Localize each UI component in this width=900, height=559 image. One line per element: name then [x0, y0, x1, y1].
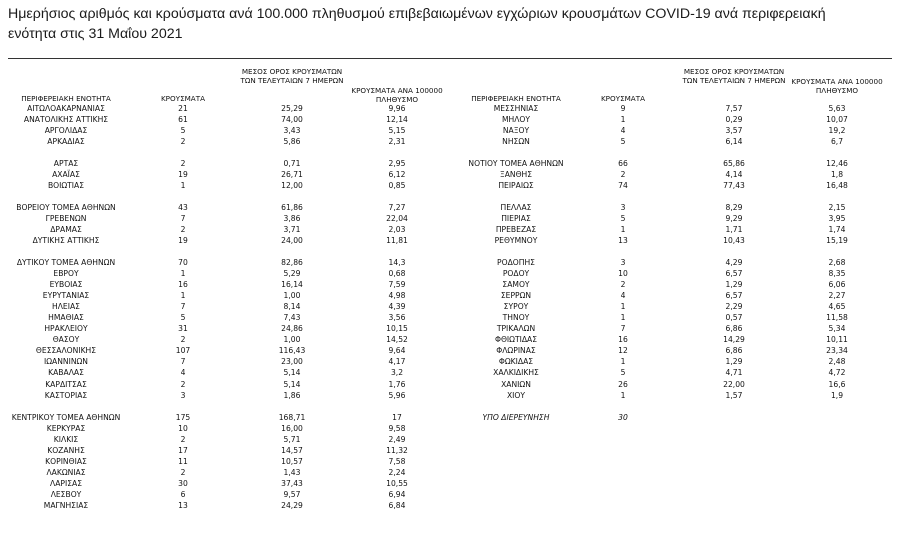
right-per100k-cell: 19,2 [828, 126, 846, 136]
left-avg7-cell: 16,00 [281, 423, 303, 433]
right-avg7-cell: 6,57 [725, 291, 743, 301]
left-region-cell: ΚΕΡΚΥΡΑΣ [46, 423, 86, 433]
left-region-cell [8, 247, 124, 257]
right-avg7-cell: 6,86 [725, 346, 743, 356]
right-avg7-cell: 1,29 [725, 357, 743, 367]
left-per100k-cell: 22,04 [386, 214, 408, 224]
right-avg7-cell: 1,57 [725, 390, 743, 400]
left-region-cell: ΚΑΣΤΟΡΙΑΣ [44, 390, 88, 400]
left-avg7-cell: 23,00 [281, 357, 303, 367]
left-avg7-cell: 3,86 [283, 214, 301, 224]
left-per100k-cell: 4,98 [388, 291, 406, 301]
right-cases-cell: 13 [618, 236, 628, 246]
right-avg7-cell: 4,14 [725, 170, 743, 180]
right-per100k-cell: 1,74 [828, 225, 846, 235]
left-region-cell: ΙΩΑΝΝΙΝΩΝ [43, 357, 88, 367]
right-cases-cell: 5 [620, 137, 626, 147]
right-avg7-cell: 0,57 [725, 313, 743, 323]
right-region-cell: ΧΙΟΥ [506, 390, 526, 400]
left-region-cell: ΗΜΑΘΙΑΣ [48, 313, 84, 323]
right-region-cell [458, 247, 574, 257]
left-region-cell: ΓΡΕΒΕΝΩΝ [45, 214, 87, 224]
right-per100k-cell: 2,15 [828, 203, 846, 213]
right-avg7-cell [678, 402, 790, 412]
left-avg7-cell: 26,71 [281, 170, 303, 180]
left-cases-cell: 43 [178, 203, 188, 213]
header-avg7-left: ΜΕΣΟΣ ΟΡΟΣ ΚΡΟΥΣΜΑΤΩΝ ΤΩΝ ΤΕΛΕΥΤΑΙΩΝ 7 ΗΜΕΡΩΝ [240, 67, 344, 85]
left-cases-cell: 7 [180, 357, 186, 367]
right-region-cell: ΠΕΙΡΑΙΩΣ [498, 181, 534, 191]
left-avg7-cell [236, 192, 348, 202]
left-per100k-cell [342, 402, 452, 412]
right-avg7-cell: 2,29 [725, 302, 743, 312]
right-avg7-cell: 6,14 [725, 137, 743, 147]
left-per100k-cell: 2,03 [388, 225, 406, 235]
right-avg7-cell: 22,00 [723, 379, 745, 389]
left-avg7-cell [236, 148, 348, 158]
left-cases-cell [150, 247, 216, 257]
right-cases-cell: 26 [618, 379, 628, 389]
left-per100k-cell: 5,96 [388, 390, 406, 400]
header-cases-right: ΚΡΟΥΣΜΑΤΑ [600, 94, 646, 103]
left-per100k-cell: 7,27 [388, 203, 406, 213]
left-region-cell: ΚΟΡΙΝΘΙΑΣ [45, 456, 87, 466]
left-avg7-cell: 5,14 [283, 379, 301, 389]
left-per100k-cell: 4,39 [388, 302, 406, 312]
left-per100k-cell: 10,55 [386, 478, 408, 488]
right-region-cell: ΦΘΙΩΤΙΔΑΣ [494, 335, 538, 345]
left-cases-cell: 1 [180, 269, 186, 279]
right-avg7-cell: 6,86 [725, 324, 743, 334]
left-per100k-cell: 6,94 [388, 489, 406, 499]
left-cases-cell: 2 [180, 137, 186, 147]
left-avg7-cell: 5,86 [283, 137, 301, 147]
right-region-cell: ΣΥΡΟΥ [503, 302, 529, 312]
right-per100k-cell: 1,8 [830, 170, 844, 180]
header-per100k-right: ΚΡΟΥΣΜΑΤΑ ΑΝΑ 100000 ΠΛΗΘΥΣΜΟ [791, 77, 883, 95]
left-avg7-cell: 1,00 [283, 291, 301, 301]
left-avg7-cell: 5,29 [283, 269, 301, 279]
right-avg7-cell: 4,29 [725, 258, 743, 268]
right-region-cell: ΜΕΣΣΗΝΙΑΣ [493, 104, 539, 113]
left-region-cell: ΑΡΤΑΣ [53, 159, 79, 169]
right-cases-cell: 30 [618, 412, 628, 422]
right-cases-cell: 12 [618, 346, 628, 356]
right-cases-cell: 1 [620, 357, 626, 367]
right-per100k-cell: 16,6 [828, 379, 846, 389]
left-per100k-cell: 10,15 [386, 324, 408, 334]
right-avg7-cell: 3,57 [725, 126, 743, 136]
right-region-cell [458, 402, 574, 412]
left-region-cell: ΚΕΝΤΡΙΚΟΥ ΤΟΜΕΑ ΑΘΗΝΩΝ [11, 412, 121, 422]
left-avg7-cell: 82,86 [281, 258, 303, 268]
left-cases-cell: 17 [178, 445, 188, 455]
left-cases-cell: 1 [180, 181, 186, 191]
right-region-cell: ΤΗΝΟΥ [502, 313, 530, 323]
right-region-cell: ΧΑΛΚΙΔΙΚΗΣ [493, 368, 539, 378]
right-per100k-cell: 8,35 [828, 269, 846, 279]
right-per100k-cell: 23,34 [826, 346, 848, 356]
left-per100k-cell: 6,12 [388, 170, 406, 180]
left-avg7-cell: 5,14 [283, 368, 301, 378]
left-per100k-cell: 0,85 [388, 181, 406, 191]
left-avg7-cell: 116,43 [278, 346, 306, 356]
right-per100k-cell [782, 413, 892, 423]
left-region-cell: ΔΥΤΙΚΗΣ ΑΤΤΙΚΗΣ [32, 236, 100, 246]
right-region-cell: ΡΟΔΟΥ [502, 269, 530, 279]
left-avg7-cell: 1,00 [283, 335, 301, 345]
left-avg7-cell: 16,14 [281, 280, 303, 290]
left-per100k-cell: 0,68 [388, 269, 406, 279]
left-cases-cell: 1 [180, 291, 186, 301]
title-line-1: Ημερήσιος αριθμός και κρούσματα ανά 100.000 πληθυσμού επιβεβαιωμένων εγχώριων κρουσμάτων COVID-19 ανά περιφερειακή [8, 6, 826, 22]
left-per100k-cell: 4,17 [388, 357, 406, 367]
left-per100k-cell: 3,2 [390, 368, 404, 378]
right-avg7-cell: 1,71 [725, 225, 743, 235]
title-line-2: ενότητα στις 31 Μαΐου 2021 [8, 26, 183, 42]
left-avg7-cell [236, 247, 348, 257]
right-per100k-cell: 10,07 [826, 115, 848, 125]
right-per100k-cell: 4,72 [828, 368, 846, 378]
left-region-cell: ΜΑΓΝΗΣΙΑΣ [43, 500, 89, 510]
right-cases-cell [590, 192, 656, 202]
left-per100k-cell [342, 192, 452, 202]
left-avg7-cell: 10,57 [281, 456, 303, 466]
left-per100k-cell: 9,64 [388, 346, 406, 356]
left-cases-cell: 4 [180, 368, 186, 378]
left-cases-cell [150, 148, 216, 158]
right-avg7-cell: 6,57 [725, 269, 743, 279]
left-region-cell: ΕΒΡΟΥ [53, 269, 79, 279]
left-region-cell: ΑΙΤΩΛΟΑΚΑΡΝΑΝΙΑΣ [27, 104, 105, 113]
left-per100k-cell: 1,76 [388, 379, 406, 389]
left-cases-cell: 3 [180, 390, 186, 400]
left-region-cell: ΗΛΕΙΑΣ [52, 302, 80, 312]
left-avg7-cell: 14,57 [281, 445, 303, 455]
left-cases-cell: 2 [180, 379, 186, 389]
right-per100k-cell: 1,9 [830, 390, 844, 400]
left-per100k-cell: 12,14 [386, 115, 408, 125]
right-cases-cell: 3 [620, 203, 626, 213]
left-region-cell: ΚΑΒΑΛΑΣ [48, 368, 84, 378]
right-region-cell: ΦΛΩΡΙΝΑΣ [496, 346, 536, 356]
right-region-cell: ΜΗΛΟΥ [501, 115, 531, 125]
header-cases-left: ΚΡΟΥΣΜΑΤΑ [160, 94, 206, 103]
right-cases-cell: 4 [620, 126, 626, 136]
left-per100k-cell: 11,81 [386, 236, 408, 246]
right-avg7-cell: 0,29 [725, 115, 743, 125]
right-cases-cell: 5 [620, 368, 626, 378]
right-cases-cell: 3 [620, 258, 626, 268]
left-region-cell: ΚΑΡΔΙΤΣΑΣ [45, 379, 87, 389]
left-per100k-cell: 9,58 [388, 423, 406, 433]
left-region-cell: ΑΧΑΪΑΣ [52, 170, 80, 180]
right-cases-cell: 1 [620, 225, 626, 235]
left-per100k-cell: 7,59 [388, 280, 406, 290]
left-cases-cell: 6 [180, 489, 186, 499]
left-cases-cell: 107 [175, 346, 191, 356]
left-cases-cell: 2 [180, 434, 186, 444]
left-avg7-cell: 9,57 [283, 489, 301, 499]
right-avg7-cell [678, 413, 790, 423]
left-cases-cell: 2 [180, 467, 186, 477]
right-per100k-cell: 6,06 [828, 280, 846, 290]
right-cases-cell [590, 402, 656, 412]
left-avg7-cell: 37,43 [281, 478, 303, 488]
left-cases-cell: 7 [180, 302, 186, 312]
right-per100k-cell: 2,68 [828, 258, 846, 268]
right-cases-cell: 1 [620, 302, 626, 312]
right-region-cell: ΝΟΤΙΟΥ ΤΟΜΕΑ ΑΘΗΝΩΝ [468, 159, 564, 169]
left-cases-cell: 21 [178, 104, 188, 113]
right-avg7-cell: 4,71 [725, 368, 743, 378]
right-avg7-cell [678, 192, 790, 202]
left-per100k-cell: 3,56 [388, 313, 406, 323]
right-region-cell: ΣΑΜΟΥ [502, 280, 530, 290]
right-per100k-cell: 11,58 [826, 313, 848, 323]
left-per100k-cell: 7,58 [388, 456, 406, 466]
left-avg7-cell: 1,86 [283, 390, 301, 400]
left-avg7-cell: 24,29 [281, 500, 303, 510]
left-avg7-cell: 5,71 [283, 434, 301, 444]
left-cases-cell: 2 [180, 225, 186, 235]
left-region-cell: ΔΥΤΙΚΟΥ ΤΟΜΕΑ ΑΘΗΝΩΝ [16, 258, 116, 268]
right-cases-cell: 7 [620, 324, 626, 334]
left-avg7-cell: 1,43 [283, 467, 301, 477]
left-region-cell: ΑΝΑΤΟΛΙΚΗΣ ΑΤΤΙΚΗΣ [23, 115, 109, 125]
left-avg7-cell: 12,00 [281, 181, 303, 191]
left-per100k-cell: 2,31 [388, 137, 406, 147]
right-per100k-cell: 12,46 [826, 159, 848, 169]
header-region-right: ΠΕΡΙΦΕΡΕΙΑΚΗ ΕΝΟΤΗΤΑ [471, 94, 561, 103]
left-region-cell: ΘΑΣΟΥ [52, 335, 80, 345]
right-per100k-cell: 5,63 [828, 104, 846, 113]
left-avg7-cell: 24,86 [281, 324, 303, 334]
left-cases-cell: 16 [178, 280, 188, 290]
left-region-cell: ΚΙΛΚΙΣ [53, 434, 79, 444]
left-cases-cell: 70 [178, 258, 188, 268]
left-cases-cell: 10 [178, 423, 188, 433]
left-cases-cell: 5 [180, 126, 186, 136]
left-region-cell: ΑΡΓΟΛΙΔΑΣ [44, 126, 88, 136]
left-avg7-cell: 24,00 [281, 236, 303, 246]
left-per100k-cell: 2,24 [388, 467, 406, 477]
right-region-cell: ΡΟΔΟΠΗΣ [497, 258, 535, 268]
right-per100k-cell [782, 402, 892, 412]
right-avg7-cell: 7,57 [725, 104, 743, 113]
left-avg7-cell: 168,71 [278, 412, 306, 422]
right-region-cell: ΠΡΕΒΕΖΑΣ [495, 225, 537, 235]
left-region-cell: ΔΡΑΜΑΣ [50, 225, 82, 235]
right-region-cell: ΡΕΘΥΜΝΟΥ [494, 236, 538, 246]
right-cases-cell: 74 [618, 181, 628, 191]
right-avg7-cell: 14,29 [723, 335, 745, 345]
left-avg7-cell: 3,43 [283, 126, 301, 136]
left-region-cell: ΘΕΣΣΑΛΟΝΙΚΗΣ [35, 346, 97, 356]
left-per100k-cell: 2,49 [388, 434, 406, 444]
left-cases-cell: 7 [180, 214, 186, 224]
right-avg7-cell: 9,29 [725, 214, 743, 224]
left-cases-cell: 2 [180, 159, 186, 169]
left-region-cell: ΛΑΡΙΣΑΣ [50, 478, 82, 488]
left-cases-cell: 2 [180, 335, 186, 345]
left-per100k-cell: 9,96 [388, 104, 406, 113]
left-per100k-cell [342, 148, 452, 158]
right-cases-cell [590, 148, 656, 158]
left-region-cell: ΚΟΖΑΝΗΣ [47, 445, 85, 455]
right-cases-cell: 5 [620, 214, 626, 224]
header-region-left: ΠΕΡΙΦΕΡΕΙΑΚΗ ΕΝΟΤΗΤΑ [21, 94, 111, 103]
left-avg7-cell [236, 402, 348, 412]
right-region-cell: ΤΡΙΚΑΛΩΝ [496, 324, 536, 334]
right-avg7-cell [678, 247, 790, 257]
right-per100k-cell: 10,11 [826, 335, 848, 345]
right-region-cell: ΥΠΟ ΔΙΕΡΕΥΝΗΣΗ [482, 412, 550, 422]
right-cases-cell: 16 [618, 335, 628, 345]
left-cases-cell [150, 192, 216, 202]
left-per100k-cell: 5,15 [388, 126, 406, 136]
right-per100k-cell: 16,48 [826, 181, 848, 191]
right-per100k-cell [782, 192, 892, 202]
left-region-cell: ΛΑΚΩΝΙΑΣ [46, 467, 86, 477]
left-per100k-cell: 17 [392, 412, 402, 422]
left-per100k-cell: 2,95 [388, 159, 406, 169]
right-region-cell: ΣΕΡΡΩΝ [500, 291, 532, 301]
left-region-cell [8, 148, 124, 158]
right-cases-cell: 1 [620, 390, 626, 400]
right-cases-cell [590, 247, 656, 257]
left-cases-cell: 5 [180, 313, 186, 323]
right-cases-cell: 1 [620, 115, 626, 125]
right-per100k-cell: 15,19 [826, 236, 848, 246]
right-per100k-cell: 6,7 [830, 137, 844, 147]
left-avg7-cell: 0,71 [283, 159, 301, 169]
right-cases-cell: 4 [620, 291, 626, 301]
right-region-cell: ΦΩΚΙΔΑΣ [498, 357, 534, 367]
left-region-cell: ΕΥΡΥΤΑΝΙΑΣ [42, 291, 90, 301]
left-avg7-cell: 74,00 [281, 115, 303, 125]
right-per100k-cell [782, 148, 892, 158]
left-avg7-cell: 25,29 [281, 104, 303, 113]
left-region-cell: ΗΡΑΚΛΕΙΟΥ [44, 324, 88, 334]
left-cases-cell: 11 [178, 456, 188, 466]
right-cases-cell: 10 [618, 269, 628, 279]
right-region-cell: ΞΑΝΘΗΣ [499, 170, 533, 180]
left-per100k-cell [342, 247, 452, 257]
right-region-cell [458, 148, 574, 158]
right-region-cell: ΝΑΞΟΥ [502, 126, 530, 136]
left-cases-cell: 19 [178, 236, 188, 246]
left-per100k-cell: 14,52 [386, 335, 408, 345]
left-avg7-cell: 7,43 [283, 313, 301, 323]
right-avg7-cell [678, 148, 790, 158]
right-cases-cell: 66 [618, 159, 628, 169]
right-per100k-cell: 4,65 [828, 302, 846, 312]
left-per100k-cell: 14,3 [388, 258, 406, 268]
left-per100k-cell: 11,32 [386, 445, 408, 455]
right-avg7-cell: 8,29 [725, 203, 743, 213]
right-cases-cell: 2 [620, 170, 626, 180]
right-region-cell: ΠΕΛΛΑΣ [500, 203, 532, 213]
right-avg7-cell: 10,43 [723, 236, 745, 246]
left-region-cell: ΒΟΡΕΙΟΥ ΤΟΜΕΑ ΑΘΗΝΩΝ [16, 203, 116, 213]
left-cases-cell: 61 [178, 115, 188, 125]
header-avg7-right: ΜΕΣΟΣ ΟΡΟΣ ΚΡΟΥΣΜΑΤΩΝ ΤΩΝ ΤΕΛΕΥΤΑΙΩΝ 7 ΗΜΕΡΩΝ [682, 67, 786, 85]
left-region-cell: ΒΟΙΩΤΙΑΣ [47, 181, 85, 191]
right-cases-cell: 9 [620, 104, 626, 113]
left-cases-cell: 175 [175, 412, 191, 422]
right-region-cell: ΧΑΝΙΩΝ [501, 379, 531, 389]
right-avg7-cell: 65,86 [723, 159, 745, 169]
left-cases-cell: 13 [178, 500, 188, 510]
left-per100k-cell: 6,84 [388, 500, 406, 510]
right-per100k-cell [782, 247, 892, 257]
left-region-cell: ΛΕΣΒΟΥ [50, 489, 82, 499]
right-region-cell: ΠΙΕΡΙΑΣ [501, 214, 531, 224]
right-region-cell: ΝΗΣΩΝ [502, 137, 530, 147]
right-per100k-cell: 2,27 [828, 291, 846, 301]
right-per100k-cell: 3,95 [828, 214, 846, 224]
left-avg7-cell: 8,14 [283, 302, 301, 312]
right-avg7-cell: 77,43 [723, 181, 745, 191]
right-cases-cell: 1 [620, 313, 626, 323]
right-region-cell [458, 192, 574, 202]
left-region-cell [8, 402, 124, 412]
left-cases-cell: 31 [178, 324, 188, 334]
left-region-cell: ΕΥΒΟΙΑΣ [49, 280, 83, 290]
left-avg7-cell: 61,86 [281, 203, 303, 213]
left-avg7-cell: 3,71 [283, 225, 301, 235]
left-cases-cell: 19 [178, 170, 188, 180]
right-cases-cell: 2 [620, 280, 626, 290]
left-region-cell: ΑΡΚΑΔΙΑΣ [47, 137, 85, 147]
right-per100k-cell: 2,48 [828, 357, 846, 367]
left-cases-cell: 30 [178, 478, 188, 488]
right-avg7-cell: 1,29 [725, 280, 743, 290]
header-per100k-left: ΚΡΟΥΣΜΑΤΑ ΑΝΑ 100000 ΠΛΗΘΥΣΜΟ [351, 86, 443, 104]
left-cases-cell [150, 402, 216, 412]
right-per100k-cell: 5,34 [828, 324, 846, 334]
left-region-cell [8, 192, 124, 202]
